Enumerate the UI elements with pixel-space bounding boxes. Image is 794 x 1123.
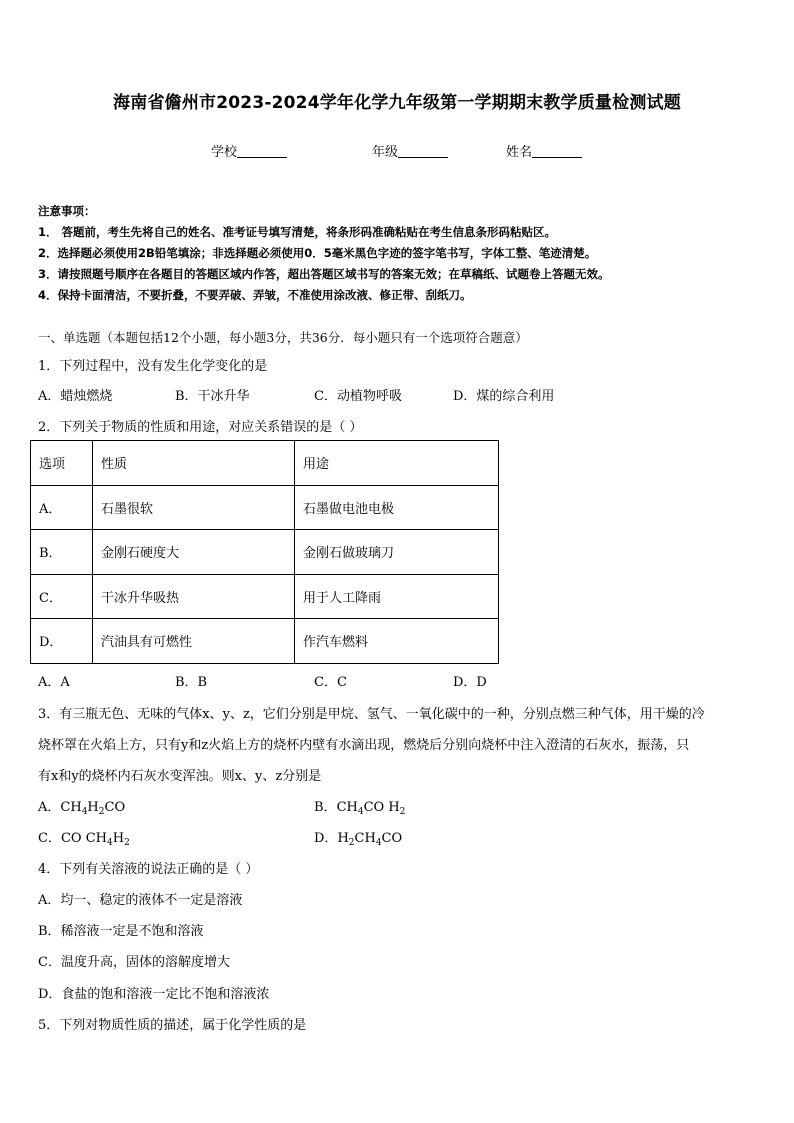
table-cell: 石墨很软 xyxy=(93,485,295,530)
q1-option-c[interactable]: C．动植物呼吸 xyxy=(314,389,402,404)
q4-option-b[interactable]: B．稀溶液一定是不饱和溶液 xyxy=(38,924,204,939)
table-cell: 石墨做电池电极 xyxy=(295,485,499,530)
table-cell: 作汽车燃料 xyxy=(295,619,499,664)
table-cell: 用于人工降雨 xyxy=(295,574,499,619)
q4-option-d[interactable]: D．食盐的饱和溶液一定比不饱和溶液浓 xyxy=(38,987,270,1002)
formula-subscript: 2 xyxy=(399,807,406,817)
formula-part: CO xyxy=(381,831,403,846)
q2-option-b[interactable]: B．B xyxy=(175,675,208,690)
table-cell: A． xyxy=(31,485,93,530)
option-label: B． xyxy=(314,800,337,815)
q4-option-a[interactable]: A．均一、稳定的液体不一定是溶液 xyxy=(38,893,243,908)
grade-field[interactable] xyxy=(372,141,448,160)
question-1-stem: 1．下列过程中，没有发生化学变化的是 xyxy=(38,359,268,374)
table-cell: B． xyxy=(31,530,93,575)
q1-option-d[interactable]: D．煤的综合利用 xyxy=(453,389,555,404)
question-3-line: 有x和y的烧杯内石灰水变浑浊。则x、y、z分别是 xyxy=(38,769,322,784)
note-item: 2．选择题必须使用2B铅笔填涂；非选择题必须使用0．5毫米黑色字迹的签字笔书写，字体工整、笔迹清楚。 xyxy=(38,246,597,260)
note-item: 3．请按照题号顺序在各题目的答题区域内作答，超出答题区域书写的答案无效；在草稿纸、试题卷上答题无效。 xyxy=(38,267,610,281)
table-cell: 干冰升华吸热 xyxy=(93,574,295,619)
name-field[interactable] xyxy=(506,141,582,160)
q2-option-a[interactable]: A．A xyxy=(38,675,70,690)
q3-option-c[interactable] xyxy=(38,827,130,846)
table-header: 选项 xyxy=(31,441,93,486)
table-header: 用途 xyxy=(295,441,499,486)
formula-subscript: 4 xyxy=(106,838,113,848)
formula-subscript: 4 xyxy=(357,807,364,817)
formula-part: CO H xyxy=(363,800,400,815)
question-3-line: 3．有三瓶无色、无味的气体x、y、z，它们分别是甲烷、氢气、一氧化碳中的一种，分别点燃三种气体，用干燥的冷 xyxy=(38,707,705,722)
notes-heading: 注意事项： xyxy=(38,204,96,218)
formula-part: CO CH xyxy=(60,831,107,846)
table-cell: 金刚石做玻璃刀 xyxy=(295,530,499,575)
option-label: A． xyxy=(38,800,61,815)
school-label: 学校 xyxy=(211,145,238,160)
school-field[interactable] xyxy=(211,141,287,160)
question-4-stem: 4．下列有关溶液的说法正确的是（ ） xyxy=(38,862,259,877)
question-5-stem: 5．下列对物质性质的描述，属于化学性质的是 xyxy=(38,1018,307,1033)
table-row xyxy=(31,485,499,530)
formula-subscript: 2 xyxy=(348,838,355,848)
table-row xyxy=(31,574,499,619)
q4-option-c[interactable]: C．温度升高，固体的溶解度增大 xyxy=(38,955,230,970)
property-use-table xyxy=(30,440,499,664)
table-cell: 汽油具有可燃性 xyxy=(93,619,295,664)
q1-option-b[interactable]: B．干冰升华 xyxy=(175,389,250,404)
q3-option-d[interactable] xyxy=(314,827,402,846)
formula-part: CH xyxy=(354,831,376,846)
q3-option-b[interactable] xyxy=(314,796,405,815)
formula-part: CH xyxy=(336,800,358,815)
q2-option-c[interactable]: C．C xyxy=(314,675,347,690)
table-row xyxy=(31,619,499,664)
q3-option-a[interactable] xyxy=(38,796,125,815)
school-blank[interactable] xyxy=(237,145,287,158)
note-item: 4．保持卡面清洁，不要折叠，不要弄破、弄皱，不准使用涂改液、修正带、刮纸刀。 xyxy=(38,288,472,302)
note-item: 1． 答题前，考生先将自己的姓名、准考证号填写清楚，将条形码准确粘贴在考生信息条形码粘贴区。 xyxy=(38,225,556,239)
q2-option-d[interactable]: D．D xyxy=(453,675,487,690)
option-label: D． xyxy=(314,831,338,846)
formula-part: H xyxy=(87,800,99,815)
table-header-row xyxy=(31,441,499,486)
formula-subscript: 2 xyxy=(98,807,105,817)
q1-option-a[interactable]: A．蜡烛燃烧 xyxy=(38,389,113,404)
table-cell: C． xyxy=(31,574,93,619)
table-cell: 金刚石硬度大 xyxy=(93,530,295,575)
formula-part: CO xyxy=(104,800,126,815)
table-row xyxy=(31,530,499,575)
option-label: C． xyxy=(38,831,61,846)
formula-part: CH xyxy=(60,800,82,815)
table-header: 性质 xyxy=(93,441,295,486)
question-2-stem: 2．下列关于物质的性质和用途，对应关系错误的是（ ） xyxy=(38,420,363,435)
grade-blank[interactable] xyxy=(398,145,448,158)
section-heading: 一、单选题（本题包括12个小题，每小题3分，共36分．每小题只有一个选项符合题意） xyxy=(38,330,528,345)
name-label: 姓名 xyxy=(506,145,533,160)
formula-subscript: 2 xyxy=(124,838,130,848)
question-3-line: 烧杯罩在火焰上方，只有y和z火焰上方的烧杯内壁有水滴出现，燃烧后分别向烧杯中注入澄清的石灰水，振荡，只 xyxy=(38,738,690,753)
formula-part: H xyxy=(112,831,125,846)
formula-subscript: 4 xyxy=(375,838,382,848)
grade-label: 年级 xyxy=(372,145,399,160)
formula-subscript: 4 xyxy=(81,807,88,817)
name-blank[interactable] xyxy=(532,145,582,158)
table-cell: D． xyxy=(31,619,93,664)
page-title: 海南省儋州市2023-2024学年化学九年级第一学期期末教学质量检测试题 xyxy=(113,93,681,113)
formula-part: H xyxy=(337,831,349,846)
